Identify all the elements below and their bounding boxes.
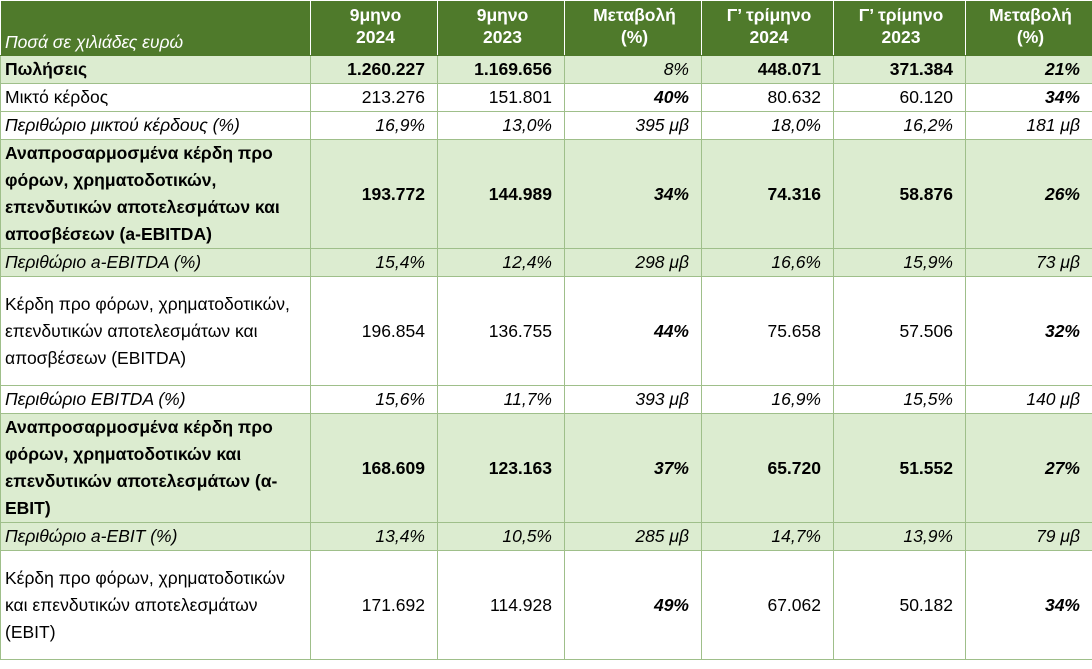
cell-value: 13,9% <box>834 523 966 551</box>
cell-value: 50.182 <box>834 551 966 660</box>
cell-value: 14,7% <box>702 523 834 551</box>
table-row-ebitda <box>1 277 1092 386</box>
cell-change: 27% <box>966 414 1092 523</box>
row-label: Περιθώριο a-EBIT (%) <box>1 523 311 551</box>
cell-value: 18,0% <box>702 112 834 140</box>
cell-value: 12,4% <box>438 249 565 277</box>
cell-change: 73 μβ <box>966 249 1092 277</box>
cell-value: 67.062 <box>702 551 834 660</box>
cell-change: 32% <box>966 277 1092 386</box>
cell-value: 15,4% <box>311 249 438 277</box>
col-9m-change-header: Μεταβολή (%) <box>565 1 702 56</box>
table-row-a-ebitda <box>1 140 1092 249</box>
cell-change: 140 μβ <box>966 386 1092 414</box>
col-q3-2024-header: Γ’ τρίμηνο 2024 <box>702 1 834 56</box>
cell-change: 37% <box>565 414 702 523</box>
cell-change: 34% <box>565 140 702 249</box>
cell-value: 16,6% <box>702 249 834 277</box>
cell-change: 44% <box>565 277 702 386</box>
cell-value: 80.632 <box>702 84 834 112</box>
table-row-ebit <box>1 551 1092 660</box>
cell-value: 193.772 <box>311 140 438 249</box>
cell-value: 16,9% <box>311 112 438 140</box>
table-row-a-ebit <box>1 414 1092 523</box>
cell-change: 26% <box>966 140 1092 249</box>
cell-value: 74.316 <box>702 140 834 249</box>
cell-value: 15,5% <box>834 386 966 414</box>
cell-value: 151.801 <box>438 84 565 112</box>
row-label: Αναπροσαρμοσμένα κέρδη προ φόρων, χρηματοδοτικών, επενδυτικών αποτελεσμάτων και αποσβέσεων (a-EBITDA) <box>1 140 311 249</box>
cell-change: 40% <box>565 84 702 112</box>
row-label: Πωλήσεις <box>1 56 311 84</box>
cell-change: 34% <box>966 551 1092 660</box>
cell-value: 13,4% <box>311 523 438 551</box>
table-row-sales <box>1 56 1092 84</box>
cell-value: 448.071 <box>702 56 834 84</box>
cell-value: 51.552 <box>834 414 966 523</box>
cell-value: 144.989 <box>438 140 565 249</box>
col-9m-2023-header: 9μηνο 2023 <box>438 1 565 56</box>
cell-value: 371.384 <box>834 56 966 84</box>
col-q3-2023-header: Γ’ τρίμηνο 2023 <box>834 1 966 56</box>
table-row-ebitda-margin <box>1 386 1092 414</box>
cell-value: 75.658 <box>702 277 834 386</box>
cell-value: 136.755 <box>438 277 565 386</box>
cell-change: 34% <box>966 84 1092 112</box>
cell-value: 123.163 <box>438 414 565 523</box>
row-label: Αναπροσαρμοσμένα κέρδη προ φόρων, χρηματοδοτικών και επενδυτικών αποτελεσμάτων (α-EBIT) <box>1 414 311 523</box>
cell-value: 171.692 <box>311 551 438 660</box>
cell-change: 21% <box>966 56 1092 84</box>
cell-value: 16,9% <box>702 386 834 414</box>
amount-unit-label: Ποσά σε χιλιάδες ευρώ <box>1 1 311 56</box>
col-9m-2024-header: 9μηνο 2024 <box>311 1 438 56</box>
row-label: Μικτό κέρδος <box>1 84 311 112</box>
row-label: Περιθώριο μικτού κέρδους (%) <box>1 112 311 140</box>
cell-change: 8% <box>565 56 702 84</box>
cell-change: 285 μβ <box>565 523 702 551</box>
cell-value: 15,6% <box>311 386 438 414</box>
table-row-a-ebitda-margin <box>1 249 1092 277</box>
cell-value: 13,0% <box>438 112 565 140</box>
table-row-gross-profit <box>1 84 1092 112</box>
cell-value: 57.506 <box>834 277 966 386</box>
cell-value: 15,9% <box>834 249 966 277</box>
cell-value: 65.720 <box>702 414 834 523</box>
col-q3-change-header: Μεταβολή (%) <box>966 1 1092 56</box>
cell-value: 114.928 <box>438 551 565 660</box>
cell-value: 213.276 <box>311 84 438 112</box>
cell-value: 11,7% <box>438 386 565 414</box>
table-row-gross-margin <box>1 112 1092 140</box>
cell-value: 10,5% <box>438 523 565 551</box>
row-label: Κέρδη προ φόρων, χρηματοδοτικών, επενδυτικών αποτελεσμάτων και αποσβέσεων (EBITDA) <box>1 277 311 386</box>
cell-value: 196.854 <box>311 277 438 386</box>
cell-change: 79 μβ <box>966 523 1092 551</box>
cell-change: 49% <box>565 551 702 660</box>
cell-value: 60.120 <box>834 84 966 112</box>
row-label: Κέρδη προ φόρων, χρηματοδοτικών και επενδυτικών αποτελεσμάτων (EBIT) <box>1 551 311 660</box>
row-label: Περιθώριο EBITDA (%) <box>1 386 311 414</box>
cell-change: 395 μβ <box>565 112 702 140</box>
row-label: Περιθώριο a-EBITDA (%) <box>1 249 311 277</box>
cell-change: 298 μβ <box>565 249 702 277</box>
cell-value: 168.609 <box>311 414 438 523</box>
cell-change: 393 μβ <box>565 386 702 414</box>
cell-value: 1.169.656 <box>438 56 565 84</box>
cell-value: 58.876 <box>834 140 966 249</box>
cell-change: 181 μβ <box>966 112 1092 140</box>
table-row-a-ebit-margin <box>1 523 1092 551</box>
header-row <box>1 1 1092 56</box>
cell-value: 16,2% <box>834 112 966 140</box>
cell-value: 1.260.227 <box>311 56 438 84</box>
